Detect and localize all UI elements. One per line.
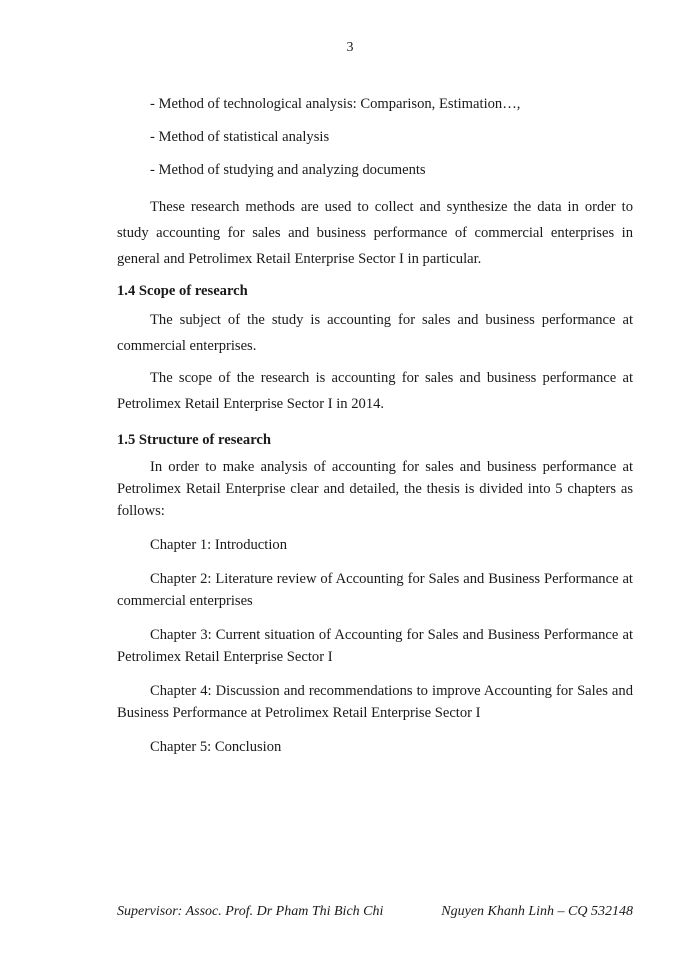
document-body	[117, 95, 633, 770]
chapter-item: Chapter 3: Current situation of Accounting for Sales and Business Performance at Petrolimex Retail Enterprise Sector I	[117, 627, 633, 665]
footer-supervisor: Supervisor: Assoc. Prof. Dr Pham Thi Bich Chi	[117, 904, 384, 919]
method-bullet: - Method of studying and analyzing documents	[150, 162, 426, 178]
method-bullet: - Method of technological analysis: Comparison, Estimation…,	[150, 96, 521, 112]
section-heading-scope: 1.4 Scope of research	[117, 283, 248, 299]
chapter-item: Chapter 2: Literature review of Accounting for Sales and Business Performance at commercial enterprises	[117, 571, 633, 609]
scope-paragraph: The scope of the research is accounting for sales and business performance at Petrolimex Retail Enterprise Sector I in 2014.	[117, 370, 633, 412]
page-number: 3	[346, 40, 354, 55]
page-footer	[117, 904, 633, 920]
footer-author: Nguyen Khanh Linh – CQ 532148	[441, 904, 633, 919]
methods-paragraph: These research methods are used to collect and synthesize the data in order to study accounting for sales and business performance of commercial enterprises in general and Petrolimex Retail Enterprise Sector I in particular.	[117, 199, 633, 267]
chapter-item: Chapter 1: Introduction	[150, 537, 287, 553]
structure-intro: In order to make analysis of accounting for sales and business performance at Petrolimex Retail Enterprise clear and detailed, the thesis is divided into 5 chapters as follows:	[117, 459, 633, 519]
chapter-item: Chapter 5: Conclusion	[150, 739, 282, 755]
chapter-item: Chapter 4: Discussion and recommendations to improve Accounting for Sales and Business Performance at Petrolimex Retail Enterprise Sector I	[117, 683, 633, 721]
method-bullet: - Method of statistical analysis	[150, 129, 330, 145]
scope-paragraph: The subject of the study is accounting for sales and business performance at commercial enterprises.	[117, 312, 633, 354]
section-heading-structure: 1.5 Structure of research	[117, 432, 272, 448]
